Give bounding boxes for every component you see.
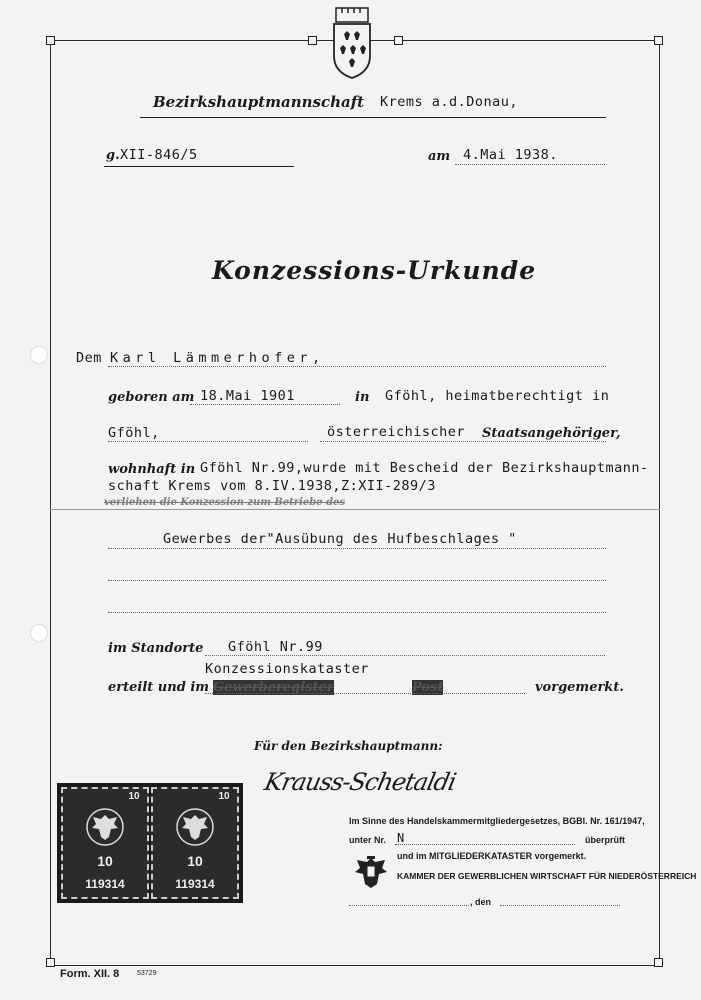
birth-place: Gföhl, heimatberechtigt in bbox=[385, 388, 610, 404]
revenue-stamp bbox=[151, 787, 239, 899]
eagle-emblem-icon bbox=[352, 852, 390, 892]
border-corner bbox=[654, 36, 663, 45]
date-dotline bbox=[455, 164, 605, 165]
stamp-value: 10 bbox=[97, 853, 113, 869]
birth-date: 18.Mai 1901 bbox=[200, 388, 295, 404]
born-label: geboren am bbox=[108, 390, 195, 405]
site-value: Gföhl Nr.99 bbox=[228, 639, 323, 655]
official-signature: Krauss-Schetaldi bbox=[262, 768, 459, 796]
border-corner bbox=[308, 36, 317, 45]
residence-label: wohnhaft in bbox=[108, 462, 196, 477]
residence-text-2: schaft Krems vom 8.IV.1938,Z:XII-289/3 bbox=[108, 478, 436, 494]
dotline bbox=[205, 655, 605, 656]
trade-description: Gewerbes der"Ausübung des Hufbeschlages " bbox=[163, 531, 517, 547]
revenue-stamps bbox=[57, 783, 243, 903]
residence-text: Gföhl Nr.99,wurde mit Bescheid der Bezirkshauptmann- bbox=[200, 460, 649, 476]
dotline bbox=[108, 580, 606, 581]
dotline bbox=[205, 693, 525, 694]
chamber-line-2-prefix: unter Nr. bbox=[349, 835, 387, 845]
form-code: 53729 bbox=[137, 970, 157, 977]
document-title: Konzessions-Urkunde bbox=[212, 256, 537, 285]
dotline bbox=[190, 404, 340, 405]
eagle-stamp-icon bbox=[85, 807, 125, 847]
border-corner bbox=[654, 958, 663, 967]
reference-rule bbox=[104, 166, 294, 167]
dotline bbox=[108, 441, 308, 442]
noted-label: vorgemerkt. bbox=[535, 680, 624, 695]
dotline bbox=[108, 366, 606, 367]
nationality: österreichischer bbox=[327, 424, 466, 440]
stamp-value: 10 bbox=[187, 853, 203, 869]
stamp-value-corner: 10 bbox=[128, 791, 140, 802]
register-above: Konzessionskataster bbox=[205, 661, 369, 677]
site-label: im Standorte bbox=[108, 641, 204, 656]
eagle-stamp-icon bbox=[175, 807, 215, 847]
dotline bbox=[320, 441, 606, 442]
authority-location: Krems a.d.Donau, bbox=[380, 94, 519, 110]
punch-hole bbox=[30, 346, 48, 364]
chamber-line-5: , den bbox=[470, 897, 492, 907]
authority-name: Bezirkshauptmannschaft bbox=[153, 93, 365, 111]
reference-prefix: g. bbox=[106, 148, 120, 163]
struck-line: verliehen die Konzession zum Betriebe des bbox=[104, 497, 346, 508]
struck-register: Gewerberegister bbox=[213, 680, 334, 695]
in-label: in bbox=[355, 390, 370, 405]
chamber-line-2-suffix: überprüft bbox=[585, 835, 625, 845]
stamp-serial: 119314 bbox=[175, 877, 215, 891]
citizen-label: Staatsangehöriger, bbox=[482, 426, 621, 441]
dotline bbox=[108, 612, 606, 613]
chamber-line-1: Im Sinne des Handelskammermitgliedergesetzes, BGBl. Nr. 161/1947, bbox=[349, 816, 645, 826]
date-prefix: am bbox=[428, 149, 451, 164]
granted-label: erteilt und im bbox=[108, 680, 210, 695]
struck-post: Post bbox=[412, 680, 444, 695]
dotline bbox=[349, 905, 469, 906]
border-corner bbox=[46, 36, 55, 45]
signature-label: Für den Bezirkshauptmann: bbox=[254, 739, 443, 753]
header-rule bbox=[140, 117, 606, 118]
form-number: Form. XII. 8 bbox=[60, 968, 120, 980]
issue-date: 4.Mai 1938. bbox=[463, 147, 558, 163]
coat-of-arms-icon bbox=[332, 6, 372, 80]
chamber-line-2-value: N bbox=[397, 831, 405, 845]
revenue-stamp bbox=[61, 787, 149, 899]
dotline bbox=[108, 548, 606, 549]
chamber-line-4: KAMMER DER GEWERBLICHEN WIRTSCHAFT FÜR NIEDERÖSTERREICH bbox=[397, 871, 697, 881]
dotline bbox=[500, 905, 620, 906]
home-place: Gföhl, bbox=[108, 425, 160, 441]
border-corner bbox=[394, 36, 403, 45]
recipient-prefix: Dem bbox=[76, 350, 102, 366]
border-corner bbox=[46, 958, 55, 967]
stamp-serial: 119314 bbox=[85, 877, 125, 891]
dotline bbox=[395, 844, 575, 845]
chamber-line-3: und im MITGLIEDERKATASTER vorgemerkt. bbox=[397, 851, 587, 861]
punch-hole bbox=[30, 624, 48, 642]
recipient-name: Karl Lämmerhofer, bbox=[110, 350, 325, 366]
stamp-value-corner: 10 bbox=[218, 791, 230, 802]
fold-line bbox=[50, 509, 660, 510]
reference-number: XII-846/5 bbox=[120, 147, 198, 163]
